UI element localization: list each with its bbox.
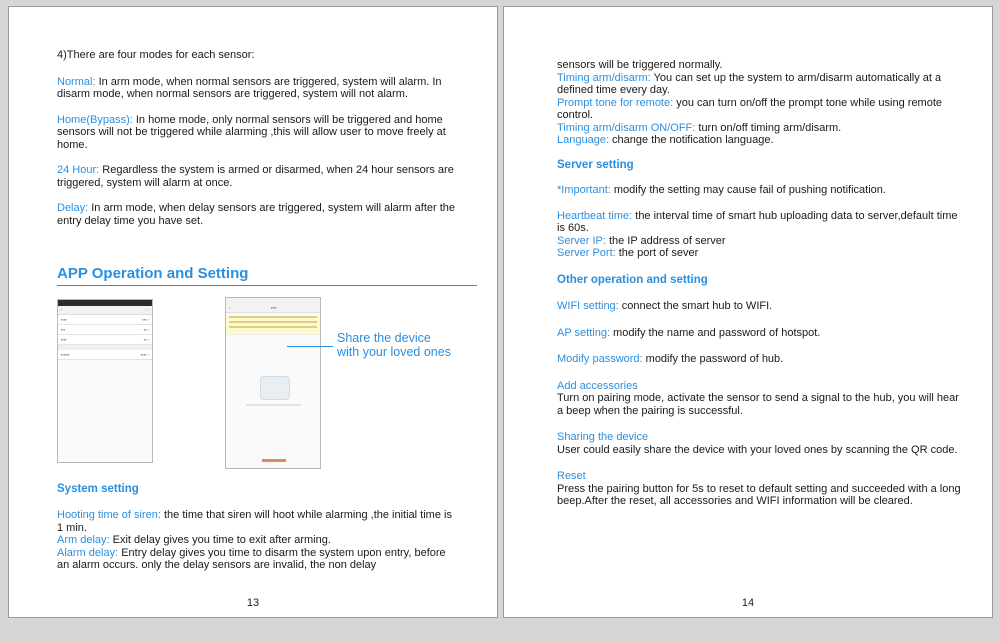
- page-13: [8, 6, 498, 618]
- callout-line-1: Share the device: [337, 331, 431, 345]
- system-item-term: Hooting time of siren:: [57, 509, 161, 521]
- continued-text: sensors will be triggered normally.: [557, 59, 723, 71]
- other-item: [557, 327, 966, 340]
- server-term: Server Port:: [557, 247, 616, 259]
- other-item: [557, 353, 966, 366]
- setting-term: Timing arm/disarm ON/OFF:: [557, 121, 696, 134]
- other-operation-heading: Other operation and setting: [557, 273, 708, 286]
- reset-text: Press the pairing button for 5s to reset to default setting and succeeded with a long beep.After the reset, all accessories and WIFI information will be cleared.: [557, 482, 961, 507]
- phone-row: ▪▪▪▪▪▪ ▪▪▪▪ ›: [58, 350, 152, 360]
- system-item-term: Alarm delay:: [57, 546, 119, 559]
- page-number: 14: [741, 597, 755, 609]
- sharing-device-title: Sharing the device: [557, 431, 649, 443]
- setting-item: [557, 97, 966, 122]
- sharing-device-text: User could easily share the device with your loved ones by scanning the QR code.: [557, 443, 958, 456]
- server-text: the port of sever: [615, 247, 699, 259]
- important-term: *Important:: [557, 184, 611, 196]
- add-accessories-text: Turn on pairing mode, activate the sensor to send a signal to the hub, you will hear a beep when the pairing is successful.: [557, 392, 959, 417]
- phone-row: ▪▪▪▪ ▪▪▪ ›: [58, 315, 152, 325]
- phone-row: ▪▪▪▪ ▪▪ ›: [58, 335, 152, 345]
- other-item: [557, 300, 966, 313]
- server-item: [557, 235, 966, 248]
- other-term: AP setting:: [557, 326, 610, 339]
- setting-text: You can set up the system to arm/disarm automatically at a defined time every day.: [557, 71, 942, 96]
- mode-term: Home(Bypass):: [57, 113, 133, 126]
- system-item-text: Entry delay gives you time to disarm the system upon entry, before an alarm occurs. only the delay sensors are invalid, the non delay: [57, 546, 446, 571]
- section-title: APP Operation and Setting: [57, 265, 249, 282]
- other-term: Modify password:: [557, 353, 643, 365]
- server-item: [557, 210, 966, 235]
- other-text: modify the name and password of hotspot.: [610, 326, 821, 339]
- reset-title: Reset: [557, 470, 586, 482]
- page-14: [503, 6, 993, 618]
- mode-term: Delay:: [57, 202, 89, 214]
- setting-term: Prompt tone for remote:: [557, 96, 674, 109]
- system-item: [57, 534, 457, 547]
- other-term: WIFI setting:: [557, 300, 619, 312]
- mode-text: In home mode, only normal sensors will be triggered and home sensors will not be triggered while alarming ,this will allow user to move freely at home.: [57, 113, 446, 151]
- mode-text: In arm mode, when normal sensors are triggered, system will alarm. In disarm mode, when normal sensors are triggered, system will not alarm.: [57, 75, 442, 100]
- system-item: [57, 509, 457, 534]
- server-setting-heading: Server setting: [557, 158, 634, 171]
- phone-nav-bar: ‹ ⋯: [58, 306, 152, 315]
- app-settings-screenshot: [57, 299, 153, 463]
- system-setting-list: [57, 509, 457, 572]
- modes-intro: 4)There are four modes for each sensor:: [57, 49, 255, 61]
- server-text: the IP address of server: [605, 234, 726, 247]
- phone-row: ▪▪▪ ▪▪ ›: [58, 325, 152, 335]
- phone-bottom-button: [262, 459, 286, 462]
- server-term: Heartbeat time:: [557, 209, 633, 222]
- important-note: [557, 184, 966, 197]
- other-text: connect the smart hub to WIFI.: [618, 300, 773, 312]
- setting-text: change the notification language.: [609, 134, 774, 146]
- server-text: the interval time of smart hub uploading data to server,default time is 60s.: [557, 209, 958, 234]
- phone-text-line: [246, 404, 301, 406]
- setting-item: [557, 134, 966, 147]
- share-device-screenshot: [225, 297, 321, 469]
- system-item-text: Exit delay gives you time to exit after arming.: [109, 534, 331, 546]
- setting-text: turn on/off timing arm/disarm.: [695, 121, 842, 134]
- setting-item: [557, 122, 966, 135]
- setting-term: Timing arm/disarm:: [557, 71, 651, 84]
- mode-home: [57, 114, 475, 152]
- mode-normal: [57, 76, 475, 101]
- important-text: modify the setting may cause fail of pushing notification.: [610, 184, 886, 196]
- mode-term: Normal:: [57, 75, 96, 88]
- system-item-text: the time that siren will hoot while alarming ,the initial time is 1 min.: [57, 509, 452, 534]
- setting-text: you can turn on/off the prompt tone while using remote control.: [557, 96, 943, 121]
- mode-text: In arm mode, when delay sensors are triggered, system will alarm after the entry delay time you have set.: [57, 202, 456, 227]
- phone-notice: [226, 316, 320, 335]
- mode-term: 24 Hour:: [57, 164, 100, 176]
- share-callout: [337, 331, 451, 359]
- system-item-term: Arm delay:: [57, 534, 110, 546]
- callout-line-2: with your loved ones: [337, 345, 451, 359]
- section-rule: [57, 285, 477, 286]
- phone-nav-bar: ‹ ▪▪▪▪: [226, 304, 320, 313]
- hub-image: [260, 376, 290, 400]
- system-setting-heading: System setting: [57, 483, 139, 495]
- other-text: modify the password of hub.: [642, 353, 784, 365]
- server-term: Server IP:: [557, 234, 606, 247]
- server-item: [557, 247, 966, 260]
- page-13-content: [57, 49, 475, 227]
- mode-text: Regardless the system is armed or disarmed, when 24 hour sensors are triggered, system will alarm at once.: [57, 164, 454, 189]
- system-item: [57, 547, 457, 572]
- callout-line: [287, 346, 333, 347]
- add-accessories-title: Add accessories: [557, 379, 638, 392]
- page-14-content: [557, 59, 966, 508]
- setting-item: [557, 72, 966, 97]
- setting-term: Language:: [557, 134, 609, 146]
- mode-delay: [57, 202, 475, 227]
- page-number: 13: [246, 597, 260, 609]
- mode-24-hour: [57, 164, 475, 189]
